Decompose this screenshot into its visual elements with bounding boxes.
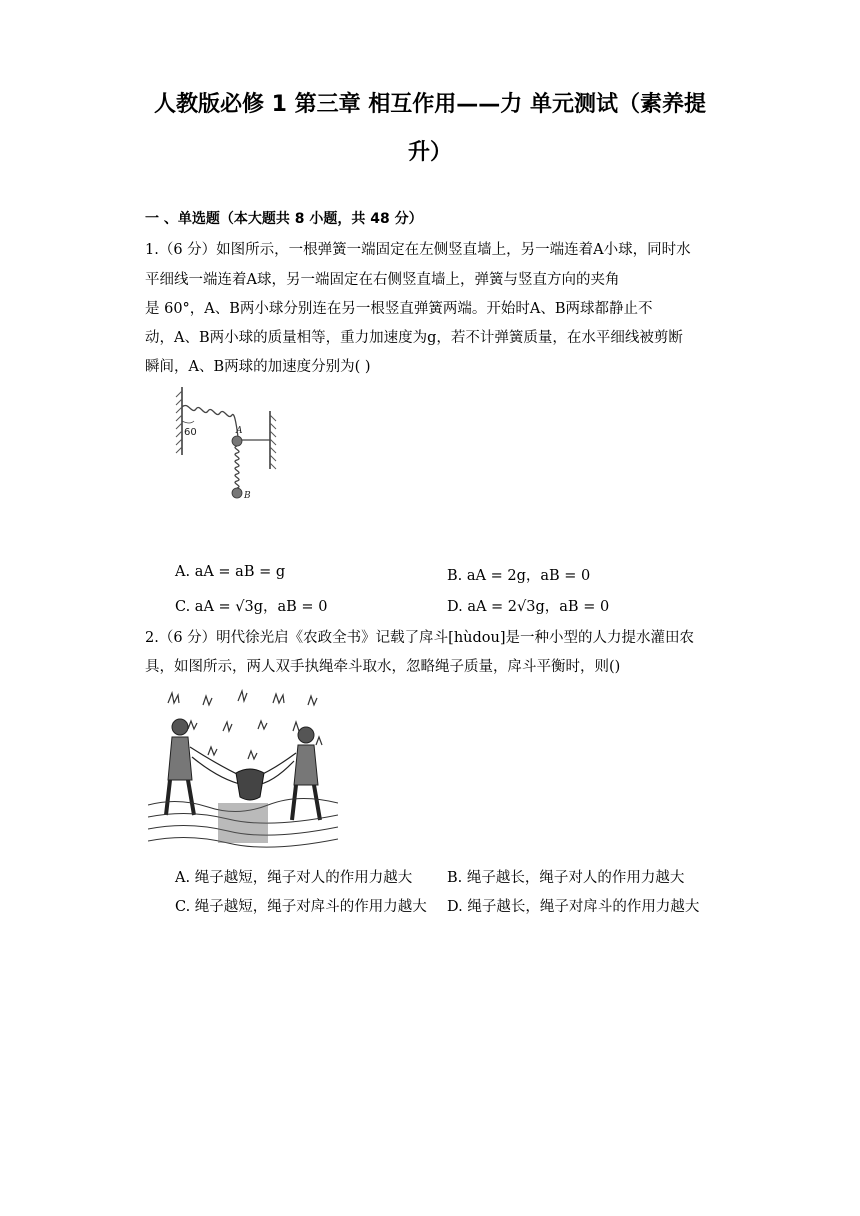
question-1-line: 动，A、B两小球的质量相等，重力加速度为g，若不计弹簧质量，在水平细线被剪断 <box>145 330 683 346</box>
q2-option-b[interactable]: B. 绳子越长，绳子对人的作用力越大 <box>447 870 685 886</box>
page-title-line-2: 升） <box>407 140 452 165</box>
ball-a <box>232 436 242 446</box>
question-2-line: 2.（6 分）明代徐光启《农政全书》记载了戽斗[hùdou]是一种小型的人力提水灌田农 <box>145 630 695 646</box>
q1-option-a[interactable]: A. aA = aB = g <box>175 564 286 580</box>
question-1-line: 平细线一端连着A球，另一端固定在右侧竖直墙上，弹簧与竖直方向的夹角 <box>145 272 620 288</box>
angle-label: 60 <box>184 427 197 438</box>
ball-b <box>232 488 242 498</box>
q1-option-c[interactable]: C. aA = √3g，aB = 0 <box>175 599 328 615</box>
question-1-line: 1.（6 分）如图所示，一根弹簧一端固定在左侧竖直墙上，另一端连着A小球，同时水 <box>145 242 691 258</box>
ball-a-label: A <box>236 426 243 436</box>
q1-option-d[interactable]: D. aA = 2√3g，aB = 0 <box>447 599 610 615</box>
woodcut-illustration <box>148 685 338 853</box>
q2-option-a[interactable]: A. 绳子越短，绳子对人的作用力越大 <box>175 870 413 886</box>
q2-option-c[interactable]: C. 绳子越短，绳子对戽斗的作用力越大 <box>175 899 427 915</box>
question-2-line: 具，如图所示，两人双手执绳牵斗取水，忽略绳子质量，戽斗平衡时，则() <box>145 659 621 675</box>
page-title-line-1: 人教版必修 1 第三章 相互作用——力 单元测试（素养提 <box>154 92 706 117</box>
ball-b-label: B <box>244 491 251 501</box>
section-header: 一 、单选题（本大题共 8 小题，共 48 分） <box>145 211 423 227</box>
q1-option-b[interactable]: B. aA = 2g，aB = 0 <box>447 568 591 584</box>
question-1-line: 瞬间，A、B两球的加速度分别为( ) <box>145 359 371 375</box>
q2-option-d[interactable]: D. 绳子越长，绳子对戽斗的作用力越大 <box>447 899 700 915</box>
spring-ball-diagram <box>170 385 285 505</box>
question-1-line: 是 60°，A、B两小球分别连在另一根竖直弹簧两端。开始时A、B两球都静止不 <box>145 301 653 317</box>
